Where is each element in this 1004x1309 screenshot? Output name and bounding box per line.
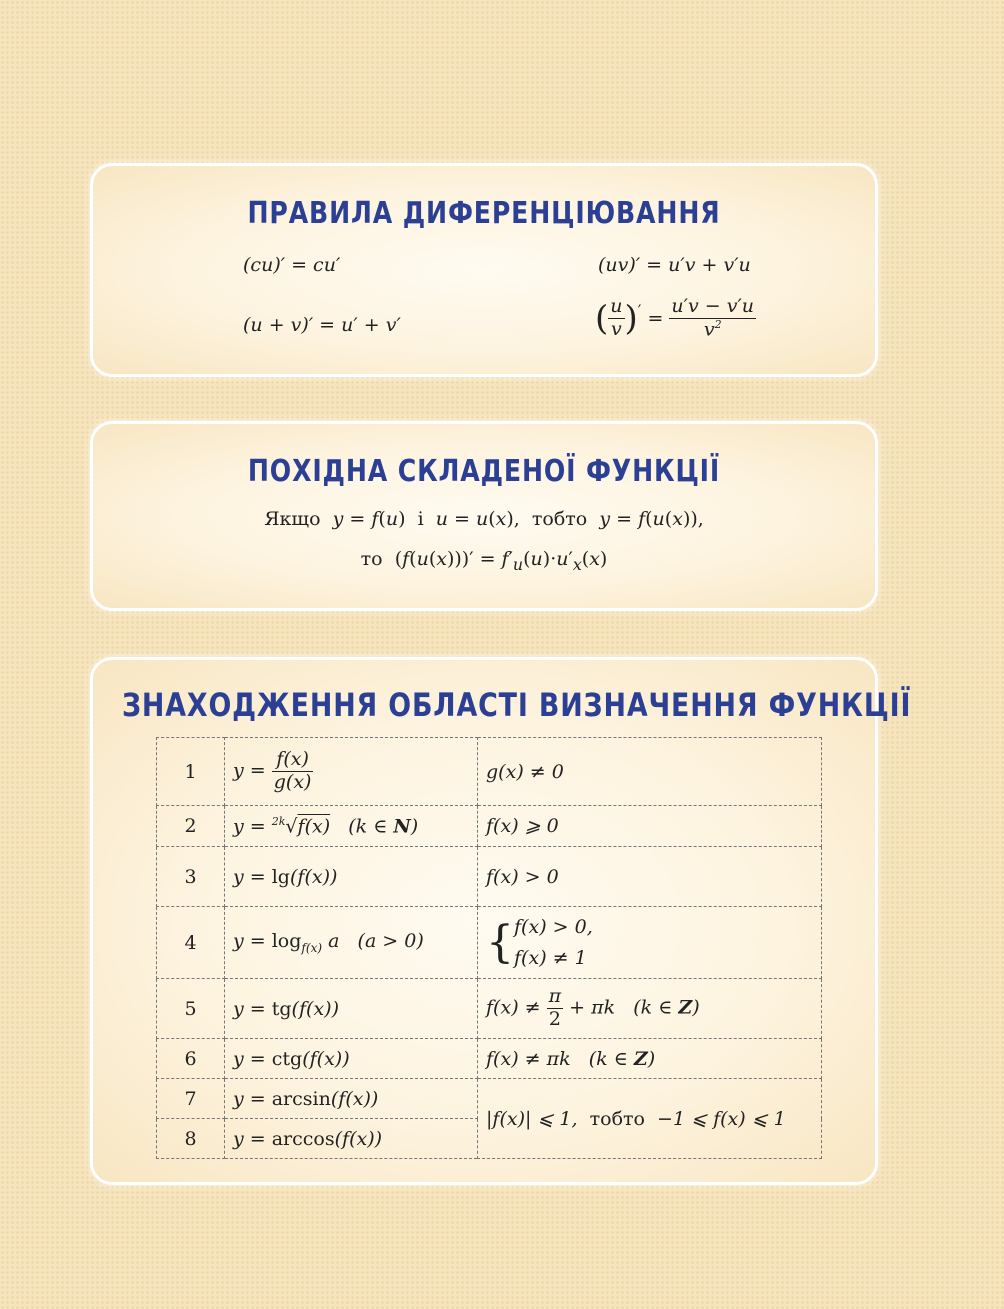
rules-card [90, 163, 878, 377]
domain-title: ЗНАХОДЖЕННЯ ОБЛАСТІ ВИЗНАЧЕННЯ ФУНКЦІЇ [121, 686, 912, 724]
row-number: 6 [157, 1039, 225, 1079]
row-condition: |f(x)| ⩽ 1, тобто −1 ⩽ f(x) ⩽ 1 [478, 1079, 822, 1159]
table-row [157, 907, 822, 979]
row-function: y = arcsin(f(x)) [225, 1079, 478, 1119]
row-function: y = $^{2k}$√f(x) (k ∈ N) [225, 806, 478, 847]
row-number: 8 [157, 1119, 225, 1159]
row-function: y = arccos(f(x)) [225, 1119, 478, 1159]
table-row [157, 979, 822, 1039]
rules-title: ПРАВИЛА ДИФЕРЕНЦІЮВАННЯ [247, 196, 721, 231]
row-condition: g(x) ≠ 0 [478, 738, 822, 806]
rule-product: (uv)′ = u′v + v′u [598, 254, 751, 276]
table-row [157, 847, 822, 907]
row-number: 7 [157, 1079, 225, 1119]
rule-quotient: ( $\frac{u}{v}$ )′ = $\frac{u'v - v'u}{v^2}$ [595, 295, 755, 341]
row-condition: {f(x) > 0, f(x) ≠ 1 [478, 907, 822, 979]
composite-line-2: то $(f(u(x)))' = f'_u(u)\cdot u'_x(x)$ [360, 548, 608, 574]
row-number: 4 [157, 907, 225, 979]
rule-sum: (u + v)′ = u′ + v′ [243, 314, 401, 336]
row-number: 3 [157, 847, 225, 907]
row-condition: f(x) ⩾ 0 [478, 806, 822, 847]
row-condition: f(x) ≠ $\frac{\pi}{2}$ + πk (k ∈ Z) [478, 979, 822, 1039]
rule-const-multiple: (cu)′ = cu′ [243, 254, 341, 276]
domain-table [156, 737, 822, 1159]
row-number: 1 [157, 738, 225, 806]
row-number: 2 [157, 806, 225, 847]
table-row [157, 1039, 822, 1079]
row-function: y = $\frac{f(x)}{g(x)}$ [225, 738, 478, 806]
row-function: y = tg(f(x)) [225, 979, 478, 1039]
row-function: $y = \log_{f(x)} a$ (a > 0) [225, 907, 478, 979]
row-function: y = lg(f(x)) [225, 847, 478, 907]
composite-line-1: Якщо y = f(u) і u = u(x), тобто y = f(u(x)), [264, 508, 704, 530]
row-condition: f(x) ≠ πk (k ∈ Z) [478, 1039, 822, 1079]
table-row [157, 1079, 822, 1119]
table-row [157, 806, 822, 847]
table-row [157, 738, 822, 806]
composite-card [90, 421, 878, 611]
domain-card [90, 657, 912, 1185]
composite-title: ПОХІДНА СКЛАДЕНОЇ ФУНКЦІЇ [247, 454, 721, 489]
row-number: 5 [157, 979, 225, 1039]
row-function: y = ctg(f(x)) [225, 1039, 478, 1079]
row-condition: f(x) > 0 [478, 847, 822, 907]
